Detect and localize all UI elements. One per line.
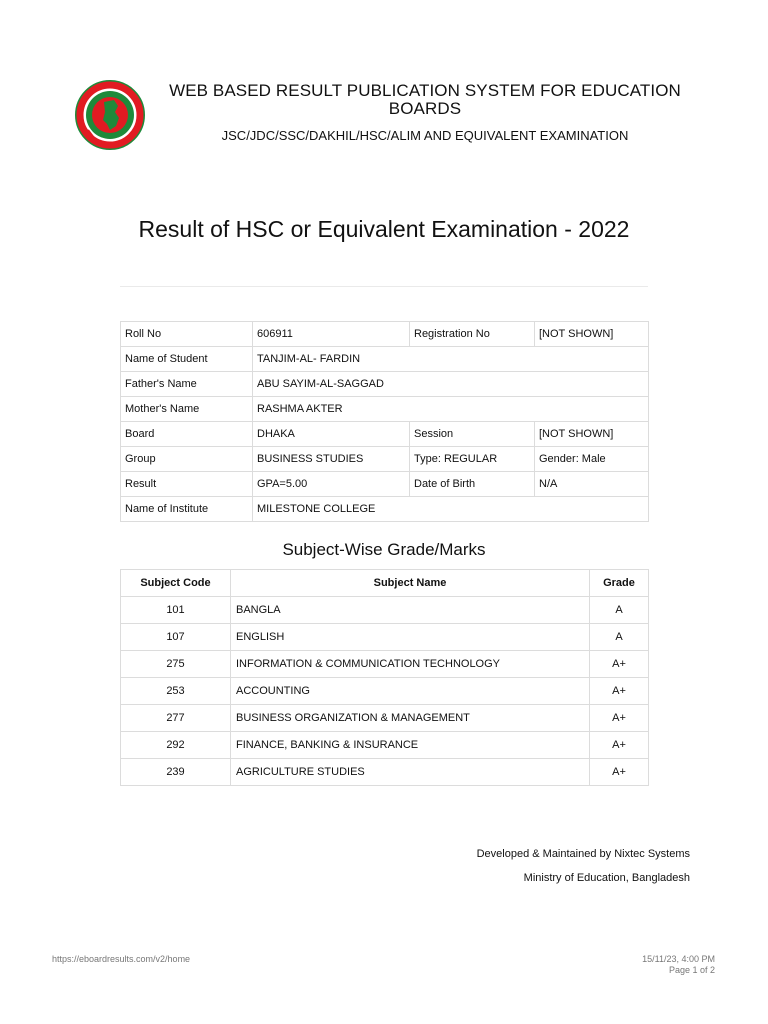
subject-section-title: Subject-Wise Grade/Marks — [282, 540, 486, 559]
subject-name: BUSINESS ORGANIZATION & MANAGEMENT — [231, 705, 590, 732]
registration-label: Registration No — [410, 322, 535, 347]
group-label: Group — [121, 447, 253, 472]
subject-grade: A+ — [590, 651, 649, 678]
group-value: BUSINESS STUDIES — [253, 447, 410, 472]
father-name-label: Father's Name — [121, 372, 253, 397]
subject-code: 277 — [121, 705, 231, 732]
subject-name-header: Subject Name — [231, 570, 590, 597]
session-label: Session — [410, 422, 535, 447]
subject-name: FINANCE, BANKING & INSURANCE — [231, 732, 590, 759]
table-header-row — [121, 570, 649, 597]
table-row — [121, 624, 649, 651]
table-row — [121, 322, 649, 347]
table-row — [121, 397, 649, 422]
print-stamp — [642, 954, 715, 976]
type-value: Type: REGULAR — [410, 447, 535, 472]
mother-name-label: Mother's Name — [121, 397, 253, 422]
mother-name-value: RASHMA AKTER — [253, 397, 649, 422]
system-title: WEB BASED RESULT PUBLICATION SYSTEM FOR EDUCATION BOARDS — [169, 81, 681, 118]
table-row — [121, 347, 649, 372]
board-label: Board — [121, 422, 253, 447]
subject-grade: A+ — [590, 732, 649, 759]
dob-label: Date of Birth — [410, 472, 535, 497]
grade-header: Grade — [590, 570, 649, 597]
ministry-credit: Ministry of Education, Bangladesh — [523, 872, 690, 884]
student-info-table — [120, 321, 649, 522]
dob-value: N/A — [535, 472, 649, 497]
subject-name: AGRICULTURE STUDIES — [231, 759, 590, 786]
subject-grade-table — [120, 569, 649, 786]
subject-grade: A — [590, 624, 649, 651]
print-datetime: 15/11/23, 4:00 PM — [642, 954, 715, 964]
subject-name: INFORMATION & COMMUNICATION TECHNOLOGY — [231, 651, 590, 678]
result-value: GPA=5.00 — [253, 472, 410, 497]
table-row — [121, 597, 649, 624]
subject-grade: A — [590, 597, 649, 624]
subject-name: ENGLISH — [231, 624, 590, 651]
roll-value: 606911 — [253, 322, 410, 347]
table-row — [121, 447, 649, 472]
table-row — [121, 705, 649, 732]
subject-code-header: Subject Code — [121, 570, 231, 597]
table-row — [121, 372, 649, 397]
gender-value: Gender: Male — [535, 447, 649, 472]
exam-subtitle: JSC/JDC/SSC/DAKHIL/HSC/ALIM AND EQUIVALENT EXAMINATION — [221, 128, 629, 143]
page-number: Page 1 of 2 — [668, 965, 715, 975]
board-value: DHAKA — [253, 422, 410, 447]
table-row — [121, 497, 649, 522]
subject-name: BANGLA — [231, 597, 590, 624]
student-name-value: TANJIM-AL- FARDIN — [253, 347, 649, 372]
divider — [120, 286, 648, 287]
institute-value: MILESTONE COLLEGE — [253, 497, 649, 522]
session-value: [NOT SHOWN] — [535, 422, 649, 447]
government-seal-logo — [74, 76, 146, 154]
page-title: Result of HSC or Equivalent Examination - 2022 — [138, 216, 630, 242]
table-row — [121, 759, 649, 786]
subject-code: 292 — [121, 732, 231, 759]
subject-grade: A+ — [590, 759, 649, 786]
table-row — [121, 732, 649, 759]
subject-grade: A+ — [590, 678, 649, 705]
developer-credit: Developed & Maintained by Nixtec Systems — [476, 848, 690, 860]
registration-value: [NOT SHOWN] — [535, 322, 649, 347]
table-row — [121, 422, 649, 447]
subject-code: 101 — [121, 597, 231, 624]
table-row — [121, 678, 649, 705]
subject-name: ACCOUNTING — [231, 678, 590, 705]
roll-label: Roll No — [121, 322, 253, 347]
student-name-label: Name of Student — [121, 347, 253, 372]
subject-code: 275 — [121, 651, 231, 678]
print-url: https://eboardresults.com/v2/home — [52, 954, 191, 964]
father-name-value: ABU SAYIM-AL-SAGGAD — [253, 372, 649, 397]
subject-code: 253 — [121, 678, 231, 705]
subject-code: 107 — [121, 624, 231, 651]
table-row — [121, 651, 649, 678]
subject-code: 239 — [121, 759, 231, 786]
result-label: Result — [121, 472, 253, 497]
institute-label: Name of Institute — [121, 497, 253, 522]
subject-grade: A+ — [590, 705, 649, 732]
table-row — [121, 472, 649, 497]
